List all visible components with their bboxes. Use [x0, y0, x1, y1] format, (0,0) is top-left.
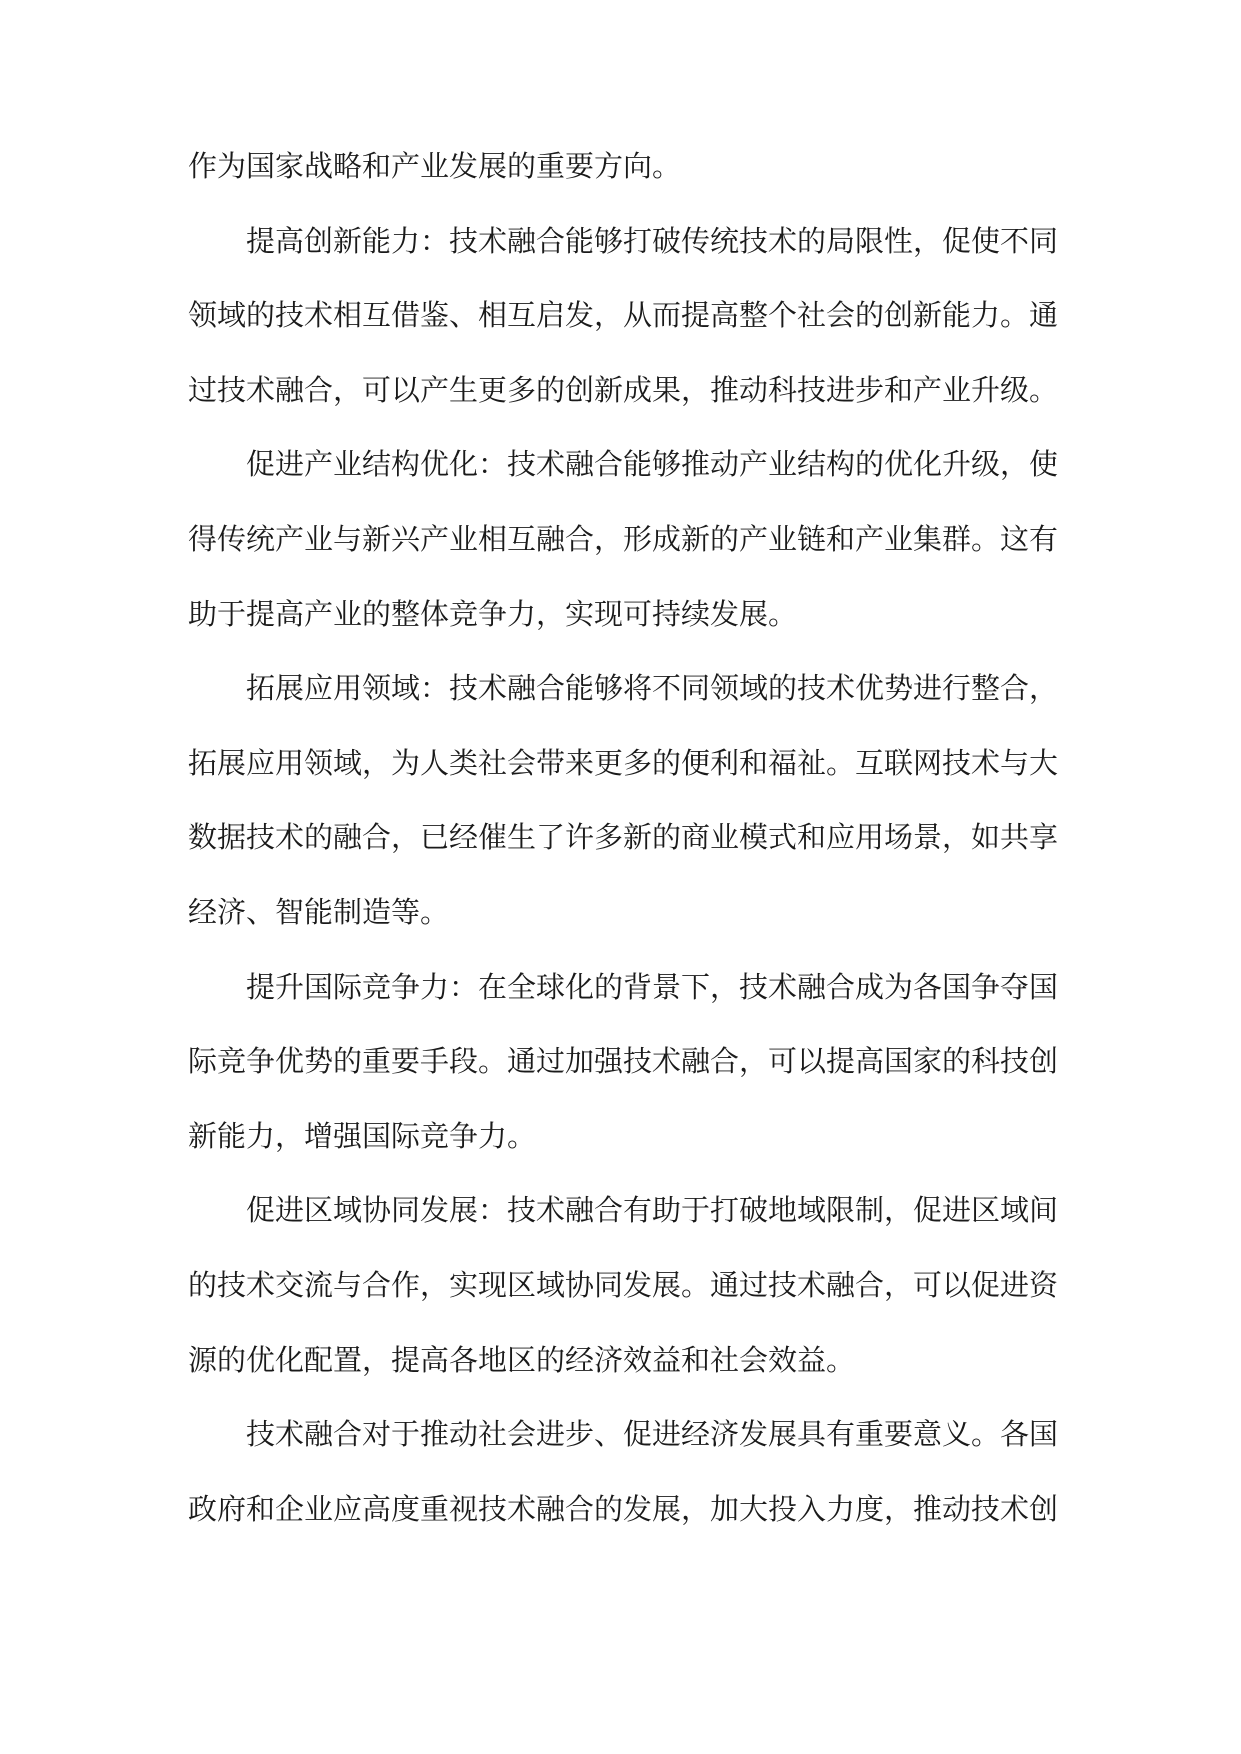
text-line: 源的优化配置，提高各地区的经济效益和社会效益。	[188, 1342, 856, 1377]
text-line: 政府和企业应高度重视技术融合的发展，加大投入力度，推动技术创	[188, 1491, 1058, 1526]
text-line: 助于提高产业的整体竞争力，实现可持续发展。	[188, 596, 798, 631]
text-line: 促进产业结构优化：技术融合能够推动产业结构的优化升级，使	[246, 447, 1058, 482]
text-line: 提高创新能力：技术融合能够打破传统技术的局限性，促使不同	[246, 223, 1058, 258]
text-line: 的技术交流与合作，实现区域协同发展。通过技术融合，可以促进资	[188, 1267, 1058, 1302]
text-line: 拓展应用领域：技术融合能够将不同领域的技术优势进行整合，	[246, 671, 1058, 706]
text-line: 数据技术的融合，已经催生了许多新的商业模式和应用场景，如共享	[188, 820, 1058, 855]
text-line: 得传统产业与新兴产业相互融合，形成新的产业链和产业集群。这有	[188, 521, 1058, 556]
body-text	[188, 148, 1058, 1565]
text-line: 经济、智能制造等。	[188, 894, 450, 929]
text-line: 过技术融合，可以产生更多的创新成果，推动科技进步和产业升级。	[188, 372, 1058, 407]
text-line: 作为国家战略和产业发展的重要方向。	[188, 149, 682, 183]
text-line: 促进区域协同发展：技术融合有助于打破地域限制，促进区域间	[246, 1193, 1058, 1228]
text-line: 新能力，增强国际竞争力。	[188, 1118, 537, 1153]
text-line: 领域的技术相互借鉴、相互启发，从而提高整个社会的创新能力。通	[188, 298, 1058, 333]
text-line: 拓展应用领域，为人类社会带来更多的便利和福祉。互联网技术与大	[188, 745, 1058, 780]
text-line: 际竞争优势的重要手段。通过加强技术融合，可以提高国家的科技创	[188, 1044, 1058, 1079]
text-line: 技术融合对于推动社会进步、促进经济发展具有重要意义。各国	[246, 1417, 1058, 1452]
text-line: 提升国际竞争力：在全球化的背景下，技术融合成为各国争夺国	[246, 969, 1058, 1004]
